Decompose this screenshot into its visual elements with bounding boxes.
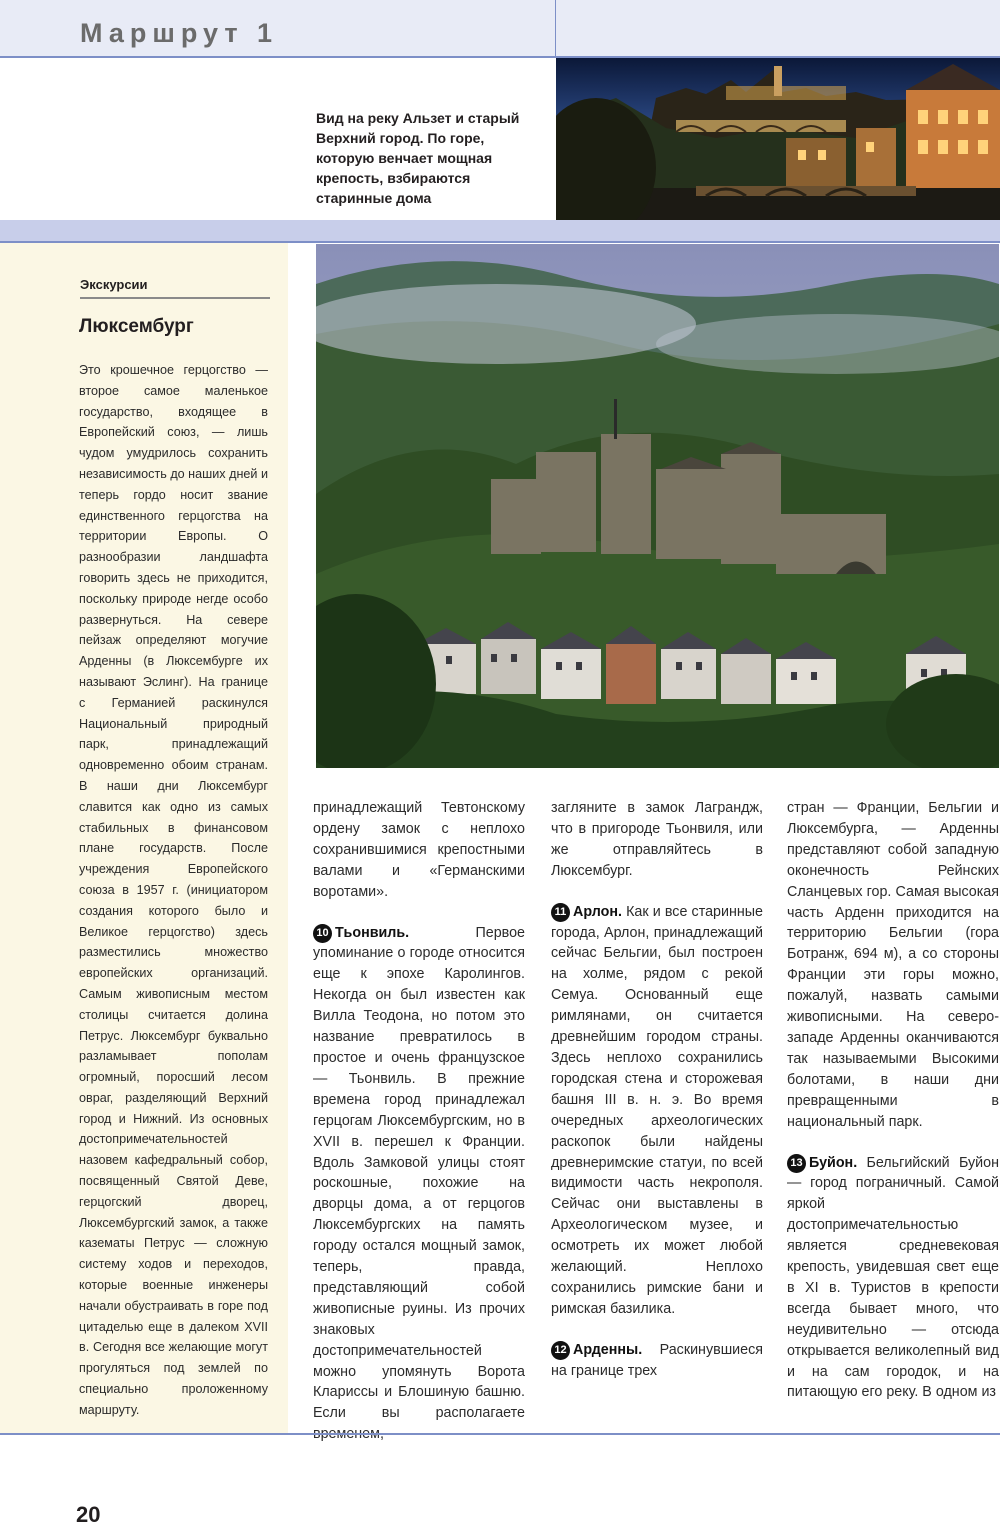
entry-13 (787, 1153, 999, 1404)
entry-10 (313, 923, 525, 1446)
col3-intro: стран — Франции, Бельгии и Люксембурга, — Арденны представляют собой западную оконечность Рейнских Сланцевых гор. Самая высокая часть Арденн приходится на территорию Бельгии (гора Ботранж, 694 м), а со стороны Франции эти горы можно, пожалуй, назвать самыми живописными. На северо-западе Арденны оканчиваются так называемыми Высокими болотами, в наши дни превращенными в национальный парк. (787, 800, 999, 1130)
text-column-2 (551, 798, 763, 1382)
col2-intro: загляните в замок Лаграндж, что в пригороде Тьонвиля, или же отправляйтесь в Люксембург. (551, 800, 763, 879)
castle-valley-illustration (316, 244, 999, 768)
section-rule (80, 297, 270, 299)
number-badge: 12 (551, 1341, 570, 1360)
number-badge: 11 (551, 903, 570, 922)
sidebar-body-text: Это крошечное герцогство — второе самое маленькое государство, входящее в Европейский союз, — лишь чудом умудрилось сохранить независимость до наших дней и теперь гордо носит звание единственного герцогства на территории Европы. О разнообразии ландшафта говорить здесь не приходится, поскольку природе негде особо развернуться. На севере пейзаж определяют могучие Арденны (в Люксембурге их называют Эслинг). На границе с Германией раскинулся Национальный природный парк, принадлежащий одновременно обоим странам. В наши дни Люксембург славится как одно из самых стабильных в финансовом плане государств. После учреждения Европейского союза в 1957 г. (инициатором создания которого было и Великое герцогство) здесь разместились множество европейских организаций. Самым живописным местом столицы считается долина Петрус. Люксембург буквально разламывает пополам огромный, поросший лесом овраг, разделяющий Верхний город и Нижний. Из основных достопримечательностей назовем кафедральный собор, посвященный Святой Деве, герцогский дворец, Люксембургский замок, а также казематы Петрус — сложную систему ходов и переходов, которые военные инженеры начали обустраивать в горе под цитаделью еще в далеком XVII в. Сегодня все желающие могут прогуляться под землей по специально проложенному маршруту. (79, 363, 268, 1417)
entry-heading: Арденны. (573, 1341, 643, 1358)
entry-text: Раскинувшиеся на границе трех (551, 1341, 763, 1379)
number-badge: 10 (313, 924, 332, 943)
entry-text: Как и все старинные города, Арлон, принадлежащий сейчас Бельгии, был построен на холме, рядом с рекой Семуа. Основанный еще римлянами, он считается древнейшим городом страны. Здесь неплохо сохранились городская стена и сторожевая башня III в. н. э. Во время очередных археологических раскопок были найдены древнеримские статуи, по всей видимости часть некрополя. Сейчас они выставлены в Археологическом музее, и осмотреть их может любой желающий. Неплохо сохранились римские бани и римская базилика. (551, 903, 763, 1317)
castle-valley-photo (316, 244, 999, 768)
entry-heading: Арлон. (573, 903, 622, 920)
number-badge: 13 (787, 1154, 806, 1173)
entry-text: Бельгийский Буйон — город пограничный. Самой яркой достопримечательностью является средневековая крепость, увидевшая свет еще в XI в. Туристов в крепости всегда бывает много, что неудивительно — отсюда открывается великолепный вид и на сам городок, и на питающую его реку. В одном из (787, 1154, 999, 1401)
sidebar-title: Люксембург (79, 316, 194, 337)
page-number: 20 (76, 1502, 101, 1527)
text-column-1 (313, 798, 525, 1445)
text-column-3 (787, 798, 999, 1403)
entry-11 (551, 902, 763, 1320)
entry-heading: Буйон. (809, 1154, 858, 1171)
photo-caption: Вид на реку Альзет и старый Верхний город. По горе, которую венчает мощная крепость, взбираются старинные дома (316, 110, 520, 206)
route-title: Маршрут 1 (80, 18, 279, 48)
entry-text: Первое упоминание о городе относится еще к эпохе Каролингов. Некогда он был известен как Вилла Теодона, но потом это название превратилось в простое и очень французское — Тьонвиль. В прежние времена город принадлежал герцогам Люксембургским, но в XVII в. перешел к Франции. Вдоль Замковой улицы стоят роскошные, похожие на дворцы дома, а от герцогов Люксембургских на память городу остался мощный замок, теперь, правда, представляющий собой живописные руины. Из прочих знаковых достопримечательностей можно упомянуть Ворота Клариссы и Блошиную башню. Если вы располагаете (313, 924, 525, 1422)
col1-intro: принадлежащий Тевтонскому ордену замок с неплохо сохранившимися крепостными валами и «Германскими воротами». (313, 800, 525, 900)
entry-heading: Тьонвиль. (335, 924, 410, 941)
night-town-photo (556, 58, 1000, 220)
night-town-illustration (556, 58, 1000, 220)
bottom-rule (0, 1433, 1000, 1435)
header-divider (555, 0, 556, 57)
decorative-band (0, 220, 1000, 242)
entry-12 (551, 1340, 763, 1382)
section-label: Экскурсии (80, 277, 148, 292)
